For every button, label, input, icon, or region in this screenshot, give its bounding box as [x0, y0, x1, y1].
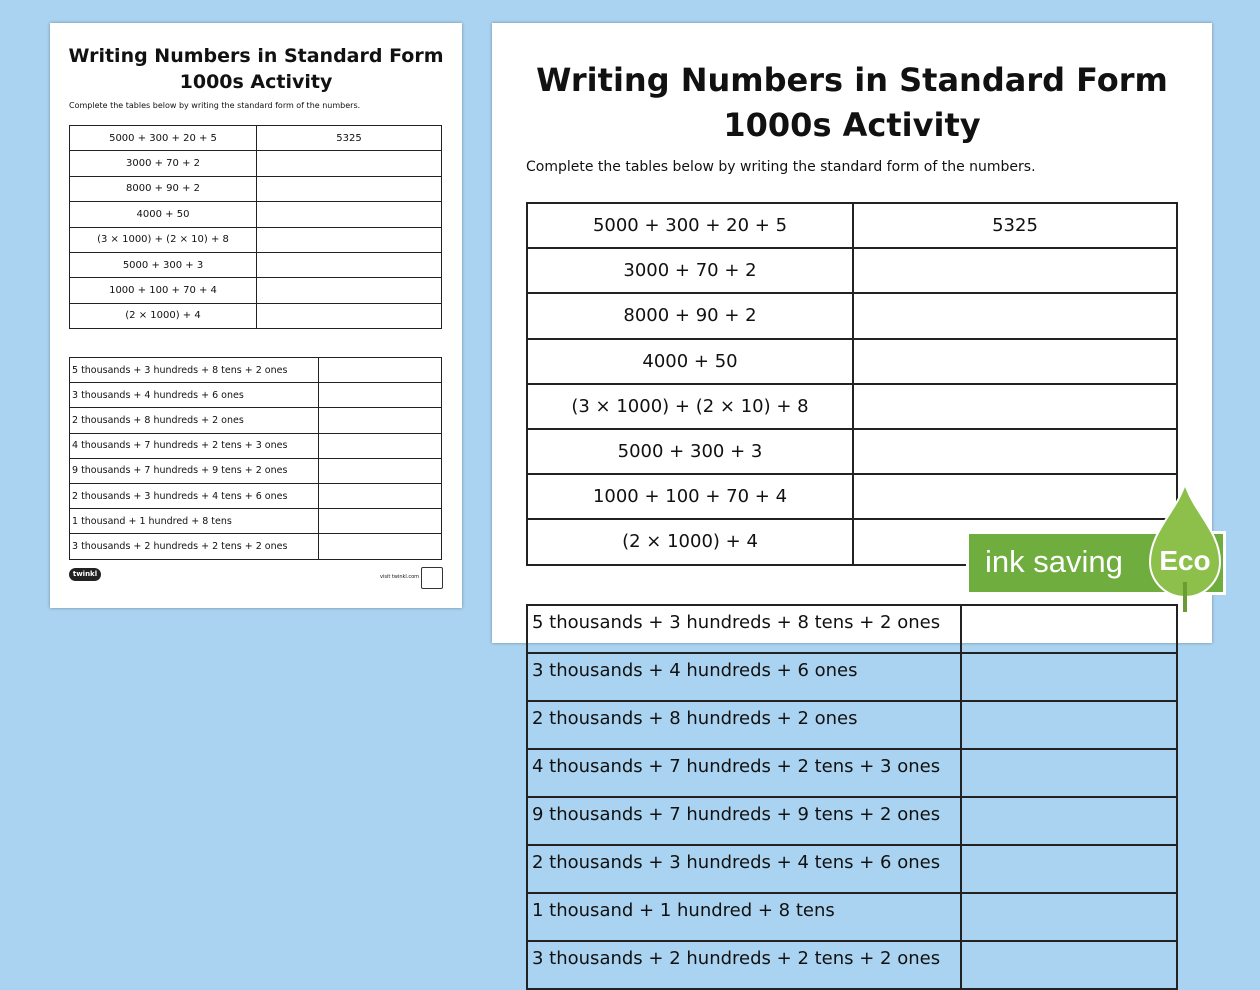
table-row [527, 429, 1177, 474]
answer-cell[interactable] [319, 383, 442, 408]
expression-cell: (2 × 1000) + 4 [527, 519, 853, 564]
eco-label: Eco [1159, 545, 1211, 576]
answer-cell[interactable] [257, 278, 442, 303]
worksheet-instructions: Complete the tables below by writing the standard form of the numbers. [69, 101, 361, 110]
worksheet-title-line1: Writing Numbers in Standard Form [536, 61, 1168, 99]
table-row [527, 941, 1177, 989]
expression-cell: 3000 + 70 + 2 [70, 151, 257, 176]
standard-form-table-1 [69, 125, 442, 329]
expression-cell: 3 thousands + 4 hundreds + 6 ones [527, 653, 961, 701]
answer-cell[interactable] [319, 358, 442, 383]
table-row [527, 605, 1177, 653]
answer-cell[interactable] [961, 653, 1177, 701]
twinkl-logo: twinkl [69, 568, 101, 581]
expression-cell: 4000 + 50 [70, 202, 257, 227]
table-row [527, 474, 1177, 519]
table-row [70, 202, 442, 227]
table-row [70, 358, 442, 383]
answer-cell[interactable] [961, 893, 1177, 941]
table-row [527, 293, 1177, 338]
expression-cell: 3 thousands + 2 hundreds + 2 tens + 2 ones [527, 941, 961, 989]
answer-cell[interactable] [961, 941, 1177, 989]
answer-cell[interactable] [257, 227, 442, 252]
table-row [70, 534, 442, 559]
answer-cell[interactable] [961, 605, 1177, 653]
table-row [527, 701, 1177, 749]
expression-cell: 5000 + 300 + 20 + 5 [527, 203, 853, 248]
expression-cell: 3 thousands + 2 hundreds + 2 tens + 2 ones [70, 534, 319, 559]
footer-url: visit twinkl.com [380, 574, 420, 580]
table-row [527, 893, 1177, 941]
worksheet-title-line2: 1000s Activity [723, 106, 981, 144]
answer-cell[interactable] [257, 252, 442, 277]
expression-cell: 2 thousands + 8 hundreds + 2 ones [527, 701, 961, 749]
table-row [70, 252, 442, 277]
table-row [70, 383, 442, 408]
table-row [70, 278, 442, 303]
expression-cell: 1 thousand + 1 hundred + 8 tens [527, 893, 961, 941]
table-row [70, 151, 442, 176]
expression-cell: (3 × 1000) + (2 × 10) + 8 [527, 384, 853, 429]
answer-cell[interactable] [257, 202, 442, 227]
expression-cell: 4 thousands + 7 hundreds + 2 tens + 3 ones [70, 433, 319, 458]
answer-cell[interactable] [853, 293, 1177, 338]
expression-cell: 5000 + 300 + 3 [527, 429, 853, 474]
answer-cell[interactable] [319, 458, 442, 483]
table-row [527, 384, 1177, 429]
worksheet-instructions: Complete the tables below by writing the standard form of the numbers. [526, 159, 1036, 175]
answer-cell[interactable] [257, 176, 442, 201]
answer-cell[interactable] [319, 408, 442, 433]
answer-cell[interactable]: 5325 [853, 203, 1177, 248]
ink-saving-text: ink saving [985, 544, 1123, 579]
table-row [527, 797, 1177, 845]
answer-cell[interactable] [961, 797, 1177, 845]
standard-form-table-1 [526, 202, 1178, 566]
expression-cell: (2 × 1000) + 4 [70, 303, 257, 328]
answer-cell[interactable] [853, 474, 1177, 519]
table-row [70, 303, 442, 328]
worksheet-preview-small [50, 23, 462, 608]
expression-cell: 4000 + 50 [527, 339, 853, 384]
answer-cell[interactable] [319, 509, 442, 534]
answer-cell[interactable] [257, 303, 442, 328]
answer-cell[interactable]: 5325 [257, 126, 442, 151]
expression-cell: 1 thousand + 1 hundred + 8 tens [70, 509, 319, 534]
table-row [70, 433, 442, 458]
table-row [70, 227, 442, 252]
table-row [70, 509, 442, 534]
expression-cell: 3000 + 70 + 2 [527, 248, 853, 293]
expression-cell: 9 thousands + 7 hundreds + 9 tens + 2 ones [70, 458, 319, 483]
answer-cell[interactable] [319, 483, 442, 508]
table-row [527, 203, 1177, 248]
answer-cell[interactable] [961, 845, 1177, 893]
expression-cell: 2 thousands + 3 hundreds + 4 tens + 6 ones [527, 845, 961, 893]
worksheet-title-line1: Writing Numbers in Standard Form [68, 45, 444, 67]
expression-cell: 4 thousands + 7 hundreds + 2 tens + 3 ones [527, 749, 961, 797]
expression-cell: 5 thousands + 3 hundreds + 8 tens + 2 ones [70, 358, 319, 383]
worksheet-title-line2: 1000s Activity [179, 71, 333, 93]
answer-cell[interactable] [961, 701, 1177, 749]
answer-cell[interactable] [319, 433, 442, 458]
table-row [527, 749, 1177, 797]
answer-cell[interactable] [319, 534, 442, 559]
expression-cell: (3 × 1000) + (2 × 10) + 8 [70, 227, 257, 252]
table-row [527, 339, 1177, 384]
table-row [70, 408, 442, 433]
answer-cell[interactable] [853, 429, 1177, 474]
answer-cell[interactable] [257, 151, 442, 176]
table-row [70, 176, 442, 201]
footer-badge-icon [421, 567, 443, 589]
expression-cell: 3 thousands + 4 hundreds + 6 ones [70, 383, 319, 408]
table-row [70, 458, 442, 483]
expression-cell: 1000 + 100 + 70 + 4 [527, 474, 853, 519]
table-row [527, 248, 1177, 293]
standard-form-table-2 [526, 604, 1178, 990]
expression-cell: 8000 + 90 + 2 [527, 293, 853, 338]
answer-cell[interactable] [961, 749, 1177, 797]
expression-cell: 5000 + 300 + 3 [70, 252, 257, 277]
table-row [527, 845, 1177, 893]
expression-cell: 1000 + 100 + 70 + 4 [70, 278, 257, 303]
expression-cell: 9 thousands + 7 hundreds + 9 tens + 2 ones [527, 797, 961, 845]
expression-cell: 2 thousands + 3 hundreds + 4 tens + 6 ones [70, 483, 319, 508]
expression-cell: 5000 + 300 + 20 + 5 [70, 126, 257, 151]
table-row [70, 126, 442, 151]
expression-cell: 2 thousands + 8 hundreds + 2 ones [70, 408, 319, 433]
expression-cell: 8000 + 90 + 2 [70, 176, 257, 201]
answer-cell[interactable] [853, 384, 1177, 429]
answer-cell[interactable] [853, 248, 1177, 293]
table-row [527, 653, 1177, 701]
answer-cell[interactable] [853, 339, 1177, 384]
expression-cell: 5 thousands + 3 hundreds + 8 tens + 2 ones [527, 605, 961, 653]
table-row [70, 483, 442, 508]
standard-form-table-2 [69, 357, 442, 560]
